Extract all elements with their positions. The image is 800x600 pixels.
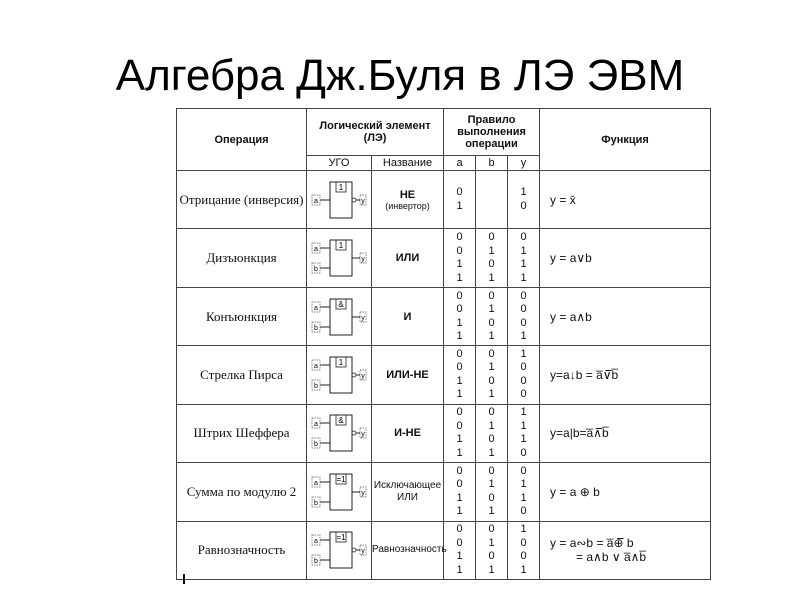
ugo-cell <box>307 463 372 521</box>
function-cell <box>540 287 711 345</box>
function-formula: y=a↓b = a̅∨̅b̅ <box>550 367 619 382</box>
svg-text:a: a <box>314 246 318 254</box>
logic-gate-icon <box>310 353 368 397</box>
header-ugo: УГО <box>307 156 372 171</box>
truth-b-value: 1 <box>488 419 495 432</box>
truth-a-cell <box>444 521 476 579</box>
svg-text:a: a <box>314 538 318 546</box>
function-cell <box>540 404 711 462</box>
svg-text:b: b <box>314 558 318 566</box>
truth-b-value: 1 <box>488 271 495 284</box>
truth-b-cell <box>476 171 508 229</box>
truth-b-value: 1 <box>488 244 495 257</box>
element-name: ИЛИ <box>395 252 420 265</box>
element-name-cell <box>372 229 444 287</box>
truth-a-cell <box>444 463 476 521</box>
truth-a-value: 0 <box>456 289 463 302</box>
truth-b-value: 1 <box>488 563 495 576</box>
logic-gate-icon <box>310 470 368 514</box>
header-a: a <box>444 156 476 171</box>
element-name: Исключающее ИЛИ <box>373 479 442 503</box>
table-row <box>177 521 711 579</box>
table-row <box>177 404 711 462</box>
truth-b-value: 1 <box>488 478 495 491</box>
table-row <box>177 171 711 229</box>
header-y: y <box>508 156 540 171</box>
function-formula: = a∧b ∨ a̅∧b̅ <box>576 550 647 565</box>
svg-text:y: y <box>361 548 365 556</box>
element-name-cell <box>372 463 444 521</box>
header-rule: Правило выполнения операции <box>444 109 540 156</box>
ugo-cell <box>307 229 372 287</box>
svg-text:b: b <box>314 499 318 507</box>
svg-text:y: y <box>361 372 365 380</box>
truth-a-value: 1 <box>456 258 463 271</box>
truth-a-value: 0 <box>456 406 463 419</box>
truth-b-value: 1 <box>488 505 495 518</box>
truth-y-cell <box>508 404 540 462</box>
truth-y-value: 0 <box>520 303 527 316</box>
truth-a-value: 1 <box>456 491 463 504</box>
truth-a-value: 0 <box>456 186 463 199</box>
truth-y-cell <box>508 229 540 287</box>
element-name: ИЛИ-НЕ <box>386 368 429 381</box>
logic-gate-icon <box>310 411 368 455</box>
truth-b-cell <box>476 521 508 579</box>
truth-a-value: 1 <box>456 446 463 459</box>
function-cell <box>540 229 711 287</box>
truth-a-value: 1 <box>456 433 463 446</box>
svg-text:y: y <box>361 431 365 439</box>
operation-cell: Штрих Шеффера <box>177 404 307 462</box>
function-formula: y = x̄ <box>550 192 576 207</box>
truth-y-value: 1 <box>520 478 527 491</box>
truth-b-value: 0 <box>488 231 495 244</box>
operation-cell: Сумма по модулю 2 <box>177 463 307 521</box>
truth-y-cell <box>508 463 540 521</box>
logic-gate-icon <box>310 528 368 572</box>
truth-y-value: 1 <box>520 419 527 432</box>
truth-a-value: 1 <box>456 505 463 518</box>
svg-text:y: y <box>361 197 365 205</box>
svg-text:b: b <box>314 324 318 332</box>
truth-y-value: 1 <box>520 563 527 576</box>
svg-text:a: a <box>314 197 318 205</box>
truth-y-value: 0 <box>520 550 527 563</box>
function-formula: y = a∾b = a̅⊕̅ b <box>550 536 634 551</box>
svg-text:y: y <box>361 256 365 264</box>
logic-gate-icon <box>310 295 368 339</box>
truth-b-value: 0 <box>488 347 495 360</box>
truth-y-value: 0 <box>520 446 527 459</box>
logic-gate-icon <box>310 236 368 280</box>
truth-a-value: 0 <box>456 464 463 477</box>
truth-b-value: 0 <box>488 406 495 419</box>
ugo-cell <box>307 287 372 345</box>
truth-y-value: 1 <box>520 491 527 504</box>
svg-text:y: y <box>361 489 365 497</box>
truth-b-value: 1 <box>488 303 495 316</box>
element-name: И-НЕ <box>394 427 421 440</box>
truth-y-value: 0 <box>520 536 527 549</box>
truth-a-cell <box>444 229 476 287</box>
truth-a-value: 0 <box>456 303 463 316</box>
truth-y-value: 0 <box>520 464 527 477</box>
svg-text:b: b <box>314 266 318 274</box>
svg-text:=1: =1 <box>336 474 346 484</box>
truth-a-value: 1 <box>456 563 463 576</box>
svg-text:a: a <box>314 421 318 429</box>
truth-b-cell <box>476 463 508 521</box>
truth-y-value: 0 <box>520 316 527 329</box>
svg-text:y: y <box>361 314 365 322</box>
header-operation: Операция <box>177 109 307 171</box>
truth-a-value: 1 <box>456 374 463 387</box>
table-row <box>177 229 711 287</box>
truth-a-value: 1 <box>456 199 463 212</box>
svg-text:1: 1 <box>338 357 344 367</box>
truth-b-value: 0 <box>488 491 495 504</box>
truth-y-value: 1 <box>520 523 527 536</box>
function-formula: y = a∨b <box>550 251 592 266</box>
svg-text:1: 1 <box>338 182 344 192</box>
svg-text:=1: =1 <box>336 533 346 543</box>
operation-cell: Отрицание (инверсия) <box>177 171 307 229</box>
truth-b-value: 0 <box>488 550 495 563</box>
function-cell <box>540 521 711 579</box>
truth-b-value: 1 <box>488 388 495 401</box>
truth-a-value: 0 <box>456 478 463 491</box>
function-cell <box>540 463 711 521</box>
truth-a-value: 0 <box>456 536 463 549</box>
truth-y-cell <box>508 346 540 404</box>
element-name: НЕ <box>399 188 416 201</box>
truth-a-cell <box>444 171 476 229</box>
header-b: b <box>476 156 508 171</box>
truth-b-value: 0 <box>488 523 495 536</box>
truth-y-value: 0 <box>520 361 527 374</box>
truth-b-value: 0 <box>488 433 495 446</box>
element-name: И <box>403 310 412 323</box>
function-cell <box>540 171 711 229</box>
element-name-cell <box>372 287 444 345</box>
truth-y-value: 1 <box>520 244 527 257</box>
ugo-cell <box>307 404 372 462</box>
edge-tick <box>183 574 185 584</box>
truth-b-value: 0 <box>488 464 495 477</box>
svg-text:&: & <box>338 416 344 426</box>
svg-text:a: a <box>314 304 318 312</box>
header-element: Логический элемент (ЛЭ) <box>307 109 444 156</box>
truth-y-value: 0 <box>520 199 527 212</box>
truth-b-cell <box>476 287 508 345</box>
truth-a-value: 1 <box>456 271 463 284</box>
truth-y-value: 1 <box>520 406 527 419</box>
truth-a-value: 0 <box>456 347 463 360</box>
truth-b-value: 1 <box>488 330 495 343</box>
svg-text:1: 1 <box>338 241 344 251</box>
truth-y-value: 1 <box>520 186 527 199</box>
truth-a-value: 1 <box>456 550 463 563</box>
boolean-table <box>176 108 710 580</box>
truth-a-value: 1 <box>456 330 463 343</box>
operation-cell: Конъюнкция <box>177 287 307 345</box>
truth-table <box>176 108 711 580</box>
truth-b-value: 1 <box>488 361 495 374</box>
element-name: Равнозначность <box>372 544 447 556</box>
truth-a-cell <box>444 287 476 345</box>
truth-b-value: 0 <box>488 258 495 271</box>
element-name-cell <box>372 346 444 404</box>
ugo-cell <box>307 171 372 229</box>
truth-b-value: 1 <box>488 536 495 549</box>
element-name-cell <box>372 404 444 462</box>
truth-y-value: 1 <box>520 330 527 343</box>
truth-b-value: 0 <box>488 316 495 329</box>
truth-y-value: 1 <box>520 271 527 284</box>
truth-y-value: 1 <box>520 347 527 360</box>
truth-y-value: 0 <box>520 231 527 244</box>
function-formula: y=a|b=a̅∧̅b̅ <box>550 426 609 441</box>
svg-text:a: a <box>314 362 318 370</box>
truth-a-value: 1 <box>456 316 463 329</box>
truth-y-value: 1 <box>520 433 527 446</box>
table-row <box>177 287 711 345</box>
truth-y-cell <box>508 171 540 229</box>
truth-b-cell <box>476 404 508 462</box>
truth-b-value: 0 <box>488 289 495 302</box>
function-cell <box>540 346 711 404</box>
header-function: Функция <box>540 109 711 171</box>
element-name-sub: (инвертор) <box>385 200 430 211</box>
truth-b-cell <box>476 346 508 404</box>
truth-b-value: 1 <box>488 446 495 459</box>
operation-cell: Равнозначность <box>177 521 307 579</box>
truth-a-cell <box>444 346 476 404</box>
truth-a-value: 0 <box>456 231 463 244</box>
truth-a-value: 1 <box>456 388 463 401</box>
function-formula: y = a∧b <box>550 309 592 324</box>
header-name: Название <box>372 156 444 171</box>
svg-text:a: a <box>314 479 318 487</box>
truth-y-cell <box>508 521 540 579</box>
function-formula: y = a ⊕ b <box>550 484 600 499</box>
svg-text:b: b <box>314 382 318 390</box>
svg-text:&: & <box>338 299 344 309</box>
truth-y-value: 0 <box>520 374 527 387</box>
truth-a-value: 0 <box>456 361 463 374</box>
truth-y-value: 0 <box>520 289 527 302</box>
element-name-cell <box>372 521 447 579</box>
truth-y-cell <box>508 287 540 345</box>
truth-b-value: 0 <box>488 374 495 387</box>
truth-a-value: 0 <box>456 244 463 257</box>
element-name-cell <box>372 171 444 229</box>
table-row <box>177 346 711 404</box>
truth-y-value: 0 <box>520 388 527 401</box>
truth-a-cell <box>444 404 476 462</box>
logic-gate-icon <box>310 178 368 222</box>
slide-title: Алгебра Дж.Буля в ЛЭ ЭВМ <box>115 51 685 100</box>
operation-cell: Дизъюнкция <box>177 229 307 287</box>
truth-a-value: 0 <box>456 523 463 536</box>
truth-b-cell <box>476 229 508 287</box>
svg-text:b: b <box>314 441 318 449</box>
truth-y-value: 0 <box>520 505 527 518</box>
truth-a-value: 0 <box>456 419 463 432</box>
ugo-cell <box>307 521 372 579</box>
table-row <box>177 463 711 521</box>
operation-cell: Стрелка Пирса <box>177 346 307 404</box>
truth-y-value: 1 <box>520 258 527 271</box>
ugo-cell <box>307 346 372 404</box>
